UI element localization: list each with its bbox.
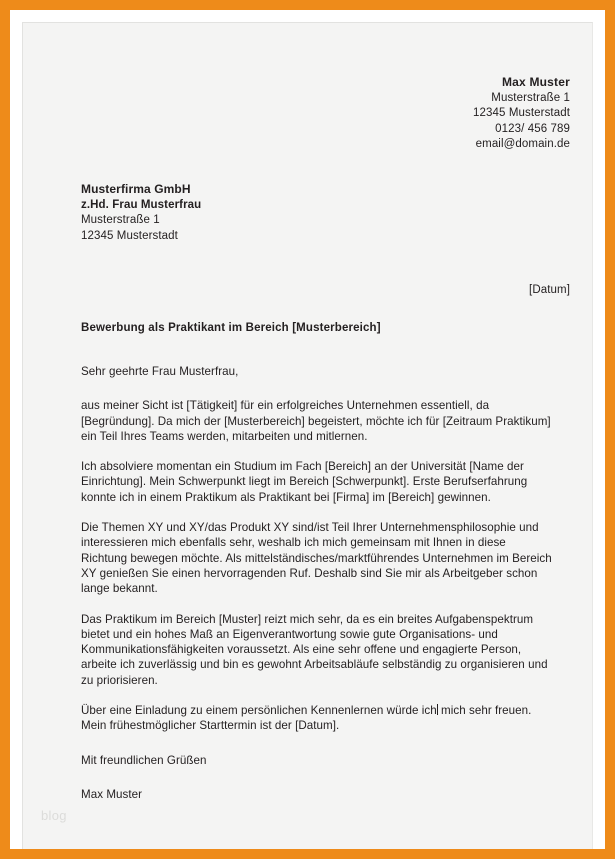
recipient-street: Musterstraße 1 bbox=[81, 214, 160, 226]
sender-city: 12345 Musterstadt bbox=[473, 107, 570, 119]
paragraph-5-text-before-caret: Über eine Einladung zu einem persönlichen Kennenlernen würde ich bbox=[81, 704, 437, 718]
body-paragraph-1: aus meiner Sicht ist [Tätigkeit] für ein erfolgreiches Unternehmen essentiell, da [Begründung]. Da mich der [Musterbereich] begeistert, möchte ich für [Zeitraum Praktikum] ein Teil Ihres Teams werden, mitarbeiten und mitlernen. bbox=[81, 399, 551, 443]
sender-address-block bbox=[473, 75, 570, 153]
letter-subject: Bewerbung als Praktikant im Bereich [Musterbereich] bbox=[81, 322, 381, 334]
sender-street: Musterstraße 1 bbox=[491, 91, 570, 104]
blog-watermark: blog bbox=[41, 808, 67, 823]
body-paragraph-2: Ich absolviere momentan ein Studium im Fach [Bereich] an der Universität [Name der Einrichtung]. Mein Schwerpunkt liegt im Bereich [Schwerpunkt]. Erste Berufserfahrung konnte ich in einem Praktikum als Praktikant bei [Firma] im [Bereich] gewinnen. bbox=[81, 460, 528, 504]
recipient-company: Musterfirma GmbH bbox=[81, 182, 191, 196]
recipient-city: 12345 Musterstadt bbox=[81, 229, 178, 242]
closing-greeting: Mit freundlichen Grüßen bbox=[81, 753, 207, 767]
letter-body bbox=[81, 364, 553, 802]
recipient-attention: z.Hd. Frau Musterfrau bbox=[81, 198, 202, 211]
salutation: Sehr geehrte Frau Musterfrau, bbox=[81, 365, 239, 378]
letter-date: [Datum] bbox=[529, 284, 570, 296]
body-paragraph-5 bbox=[81, 703, 553, 734]
paragraph-5-text-after-caret: mich sehr freuen. Mein frühestmöglicher Starttermin ist der [Datum]. bbox=[81, 704, 532, 733]
document-page bbox=[22, 22, 593, 849]
body-paragraph-4: Das Praktikum im Bereich [Muster] reizt mich sehr, da es ein breites Aufgabenspektrum bietet und ein hohes Maß an Eigenverantwortung sowie gute Organisations- und Kommunikationsfähigkeiten voraussetzt. Als eine sehr offene und engagierte Person, arbeite ich zuverlässig und bin es gewohnt Arbeitsabläufe selbständig zu organisieren und zu priorisieren. bbox=[81, 612, 548, 687]
cover-letter bbox=[23, 23, 592, 849]
body-paragraph-3: Die Themen XY und XY/das Produkt XY sind/ist Teil Ihrer Unternehmensphilosophie und interessieren mich ebenfalls sehr, weshalb ich mich gemeinsam mit Ihnen in diese Richtung bewegen möchte. Als mittelständisches/marktführendes Unternehmen im Bereich XY genießen Sie einen hervorragenden Ruf. Deshalb sind Sie mir als Arbeitgeber schon lange bekannt. bbox=[81, 521, 552, 596]
sender-phone: 0123/ 456 789 bbox=[495, 122, 570, 135]
signature-name: Max Muster bbox=[81, 787, 143, 801]
sender-name: Max Muster bbox=[501, 75, 570, 89]
sender-email: email@domain.de bbox=[475, 138, 570, 150]
recipient-address-block bbox=[81, 182, 201, 244]
